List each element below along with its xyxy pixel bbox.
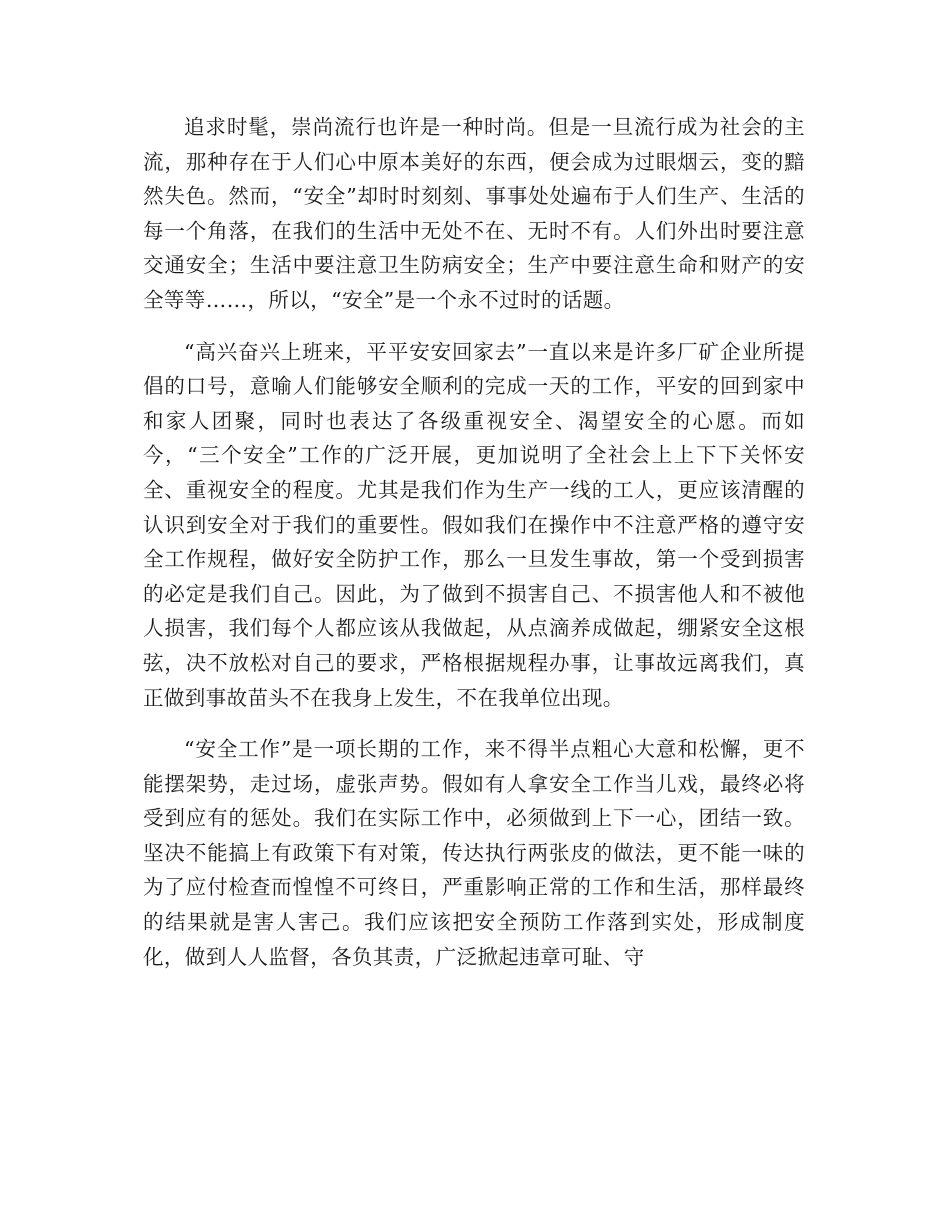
- paragraph-3: “安全工作”是一项长期的工作，来不得半点粗心大意和松懈，更不能摆架势，走过场，虚张声势。假如有人拿安全工作当儿戏，最终必将受到应有的惩处。我们在实际工作中，必须做到上下一心，团结一致。坚决不能搞上有政策下有对策，传达执行两张皮的做法，更不能一味的为了应付检查而惶惶不可终日，严重影响正常的工作和生活，那样最终的结果就是害人害己。我们应该把安全预防工作落到实处，形成制度化，做到人人监督，各负其责，广泛掀起违章可耻、守: [143, 737, 805, 969]
- paragraph-1: 追求时髦，崇尚流行也许是一种时尚。但是一旦流行成为社会的主流，那种存在于人们心中原本美好的东西，便会成为过眼烟云，变的黯然失色。然而，“安全”却时时刻刻、事事处处遍布于人们生产、生活的每一个角落，在我们的生活中无处不在、无时不有。人们外出时要注意交通安全；生活中要注意卫生防病安全；生产中要注意生命和财产的安全等等……，所以，“安全”是一个永不过时的话题。: [143, 115, 805, 312]
- paragraph-2: “高兴奋兴上班来，平平安安回家去”一直以来是许多厂矿企业所提倡的口号，意喻人们能够安全顺利的完成一天的工作，平安的回到家中和家人团聚，同时也表达了各级重视安全、渴望安全的心愿。而如今，“三个安全”工作的广泛开展，更加说明了全社会上上下下关怀安全、重视安全的程度。尤其是我们作为生产一线的工人，更应该清醒的认识到安全对于我们的重要性。假如我们在操作中不注意严格的遵守安全工作规程，做好安全防护工作，那么一旦发生事故，第一个受到损害的必定是我们自己。因此，为了做到不损害自己、不损害他人和不被他人损害，我们每个人都应该从我做起，从点滴养成做起，绷紧安全这根弦，决不放松对自己的要求，严格根据规程办事，让事故远离我们，真正做到事故苗头不在我身上发生，不在我单位出现。: [143, 339, 805, 710]
- document-body: [143, 110, 805, 974]
